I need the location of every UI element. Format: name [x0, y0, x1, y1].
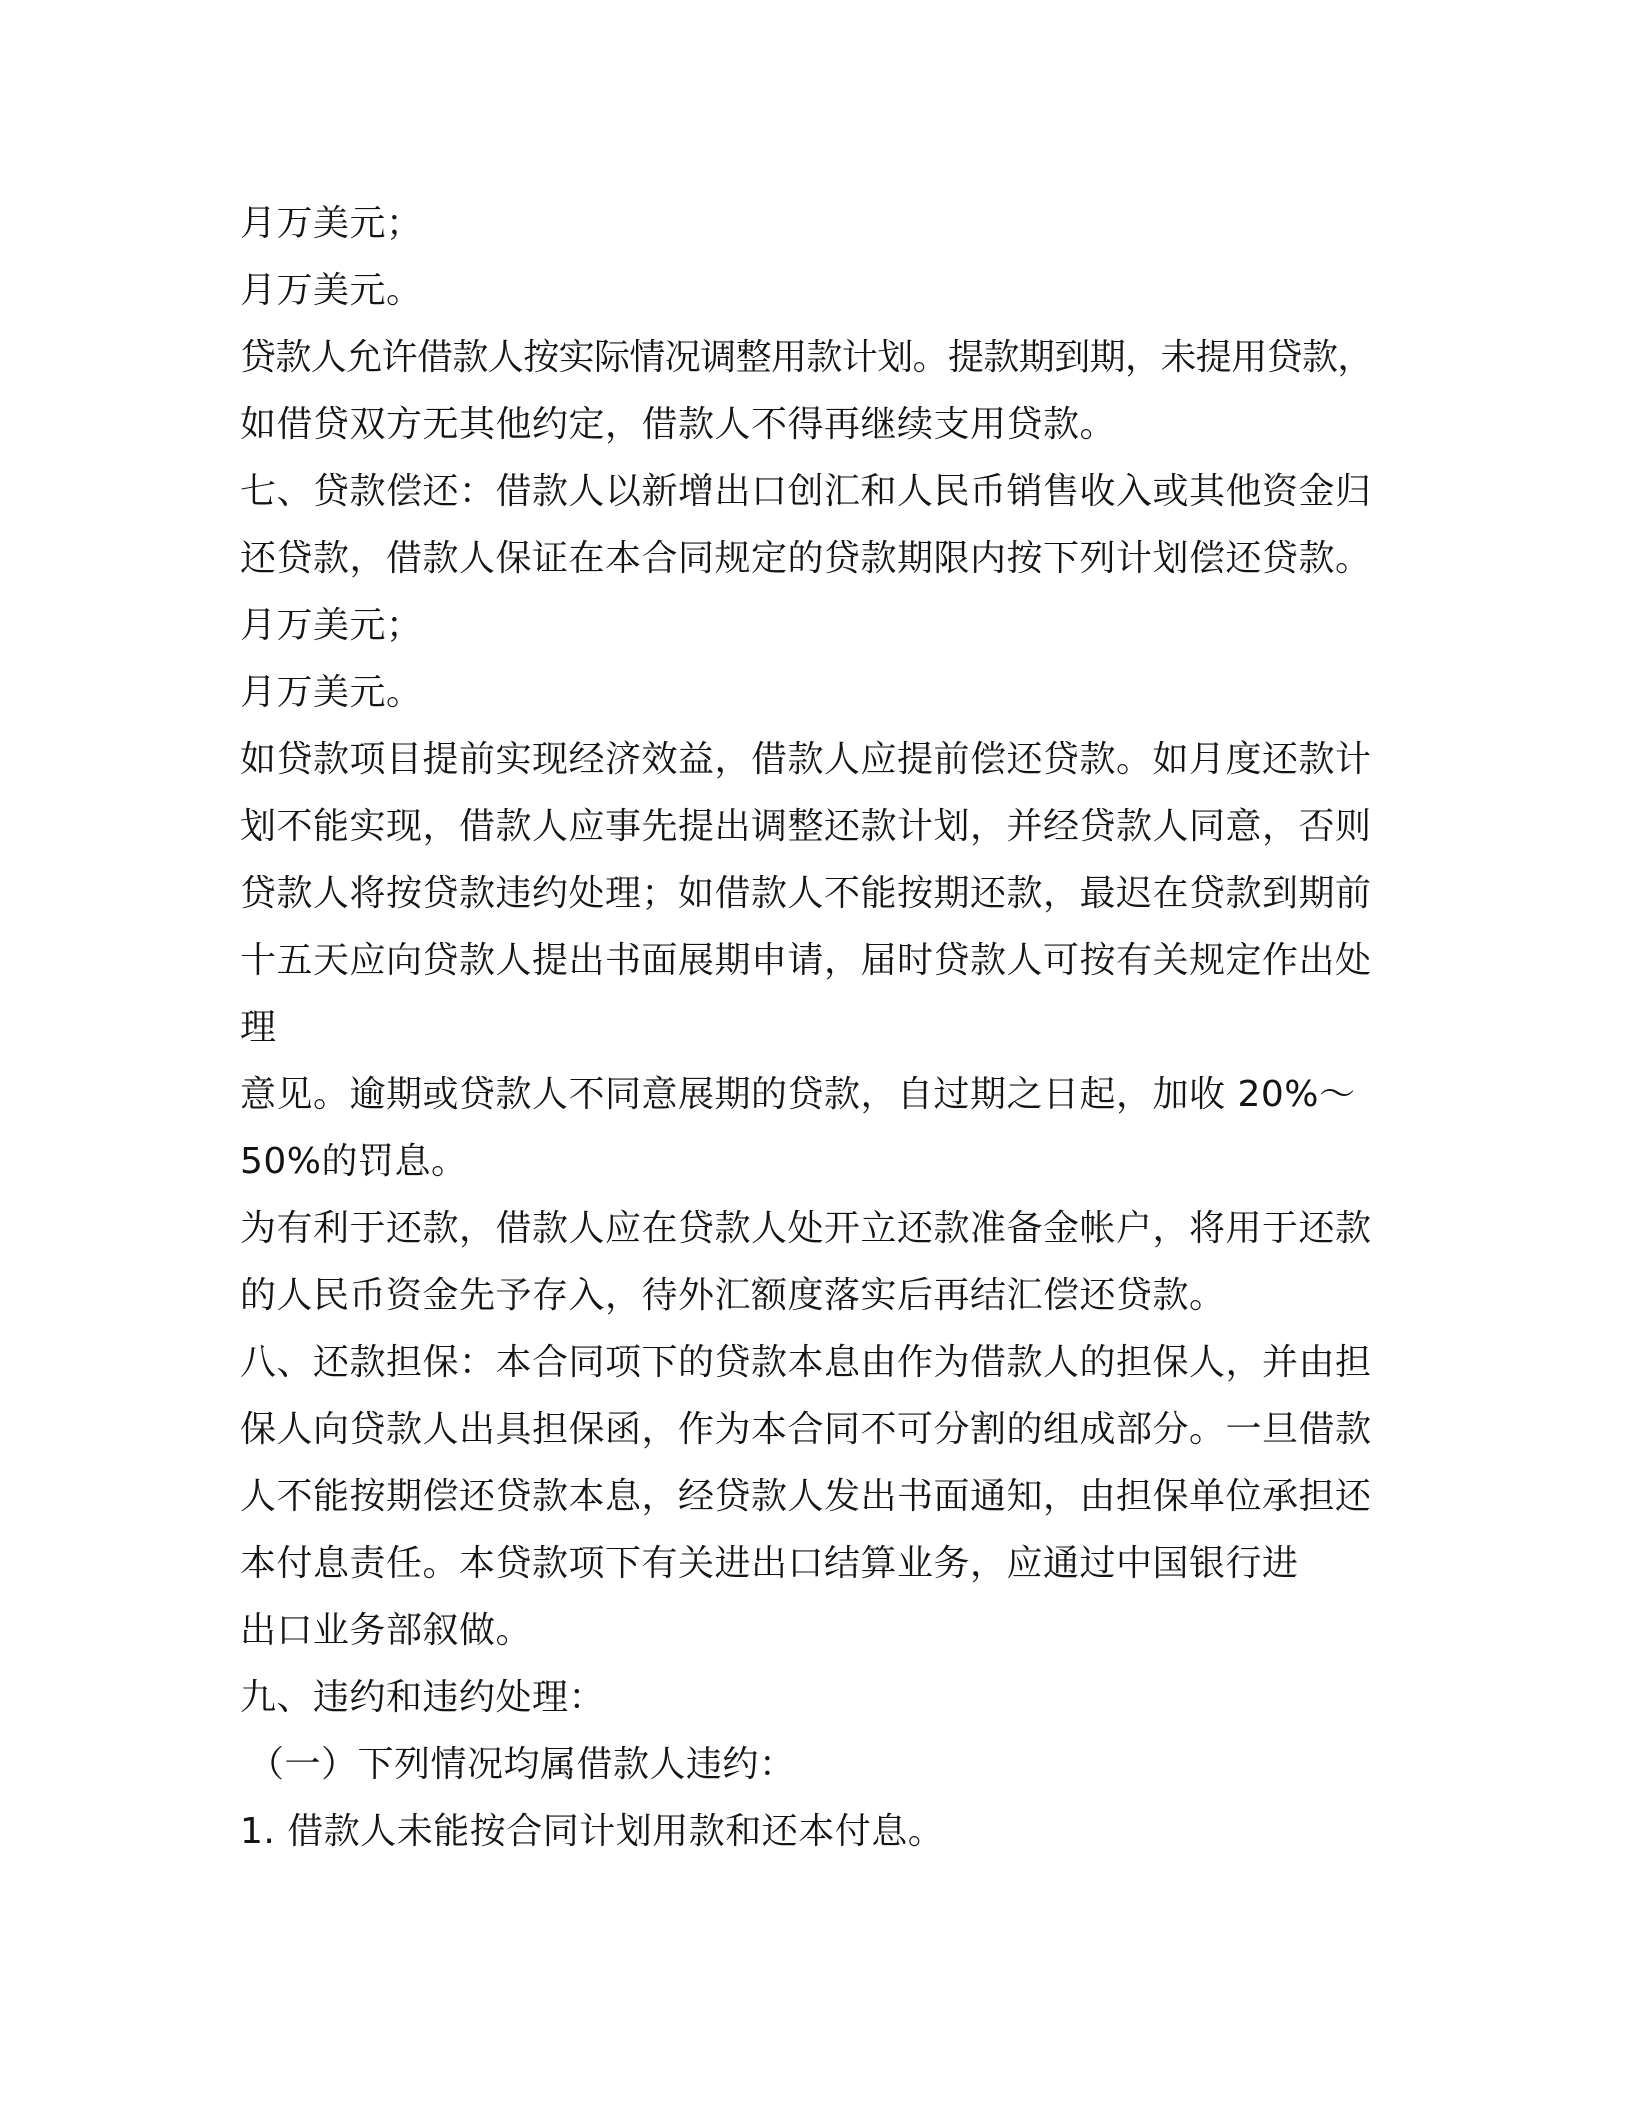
text-line: 人不能按期偿还贷款本息，经贷款人发出书面通知，由担保单位承担还: [240, 1476, 1372, 1517]
text-line: 如贷款项目提前实现经济效益，借款人应提前偿还贷款。如月度还款计: [240, 739, 1372, 780]
text-line: 月万美元。: [240, 270, 423, 311]
clause-heading-7: 七、贷款偿还：借款人以新增出口创汇和人民币销售收入或其他资金归: [240, 471, 1372, 512]
text-line: 本付息责任。本贷款项下有关进出口结算业务，应通过中国银行进: [240, 1543, 1299, 1584]
text-line: 月万美元；: [240, 605, 423, 646]
text-line: 为有利于还款，借款人应在贷款人处开立还款准备金帐户，将用于还款: [240, 1208, 1372, 1249]
text-line: 贷款人将按贷款违约处理；如借款人不能按期还款，最迟在贷款到期前: [240, 873, 1372, 914]
text-line: 如借贷双方无其他约定，借款人不得再继续支用贷款。: [240, 404, 1117, 445]
text-line: 还贷款，借款人保证在本合同规定的贷款期限内按下列计划偿还贷款。: [240, 538, 1372, 579]
text-line: 50%的罚息。: [240, 1141, 468, 1182]
sub-clause-heading: （一）下列情况均属借款人违约：: [248, 1744, 796, 1785]
text-line: 月万美元。: [240, 672, 423, 713]
text-line: 十五天应向贷款人提出书面展期申请，届时贷款人可按有关规定作出处: [240, 940, 1372, 981]
list-item: 1. 借款人未能按合同计划用款和还本付息。: [240, 1811, 945, 1852]
text-line: 月万美元；: [240, 203, 423, 244]
clause-heading-8: 八、还款担保：本合同项下的贷款本息由作为借款人的担保人，并由担: [240, 1342, 1372, 1383]
document-body: [240, 190, 1390, 1865]
text-line: 出口业务部叙做。: [240, 1610, 533, 1651]
text-line: 划不能实现，借款人应事先提出调整还款计划，并经贷款人同意，否则: [240, 806, 1372, 847]
text-line: 保人向贷款人出具担保函，作为本合同不可分割的组成部分。一旦借款: [240, 1409, 1372, 1450]
text-line: 意见。逾期或贷款人不同意展期的贷款，自过期之日起，加收 20%～: [240, 1074, 1356, 1115]
text-line: 贷款人允许借款人按实际情况调整用款计划。提款期到期，未提用贷款，: [240, 337, 1373, 378]
text-line: 理: [240, 1007, 277, 1048]
text-line: 的人民币资金先予存入，待外汇额度落实后再结汇偿还贷款。: [240, 1275, 1226, 1316]
clause-heading-9: 九、违约和违约处理：: [240, 1677, 606, 1718]
